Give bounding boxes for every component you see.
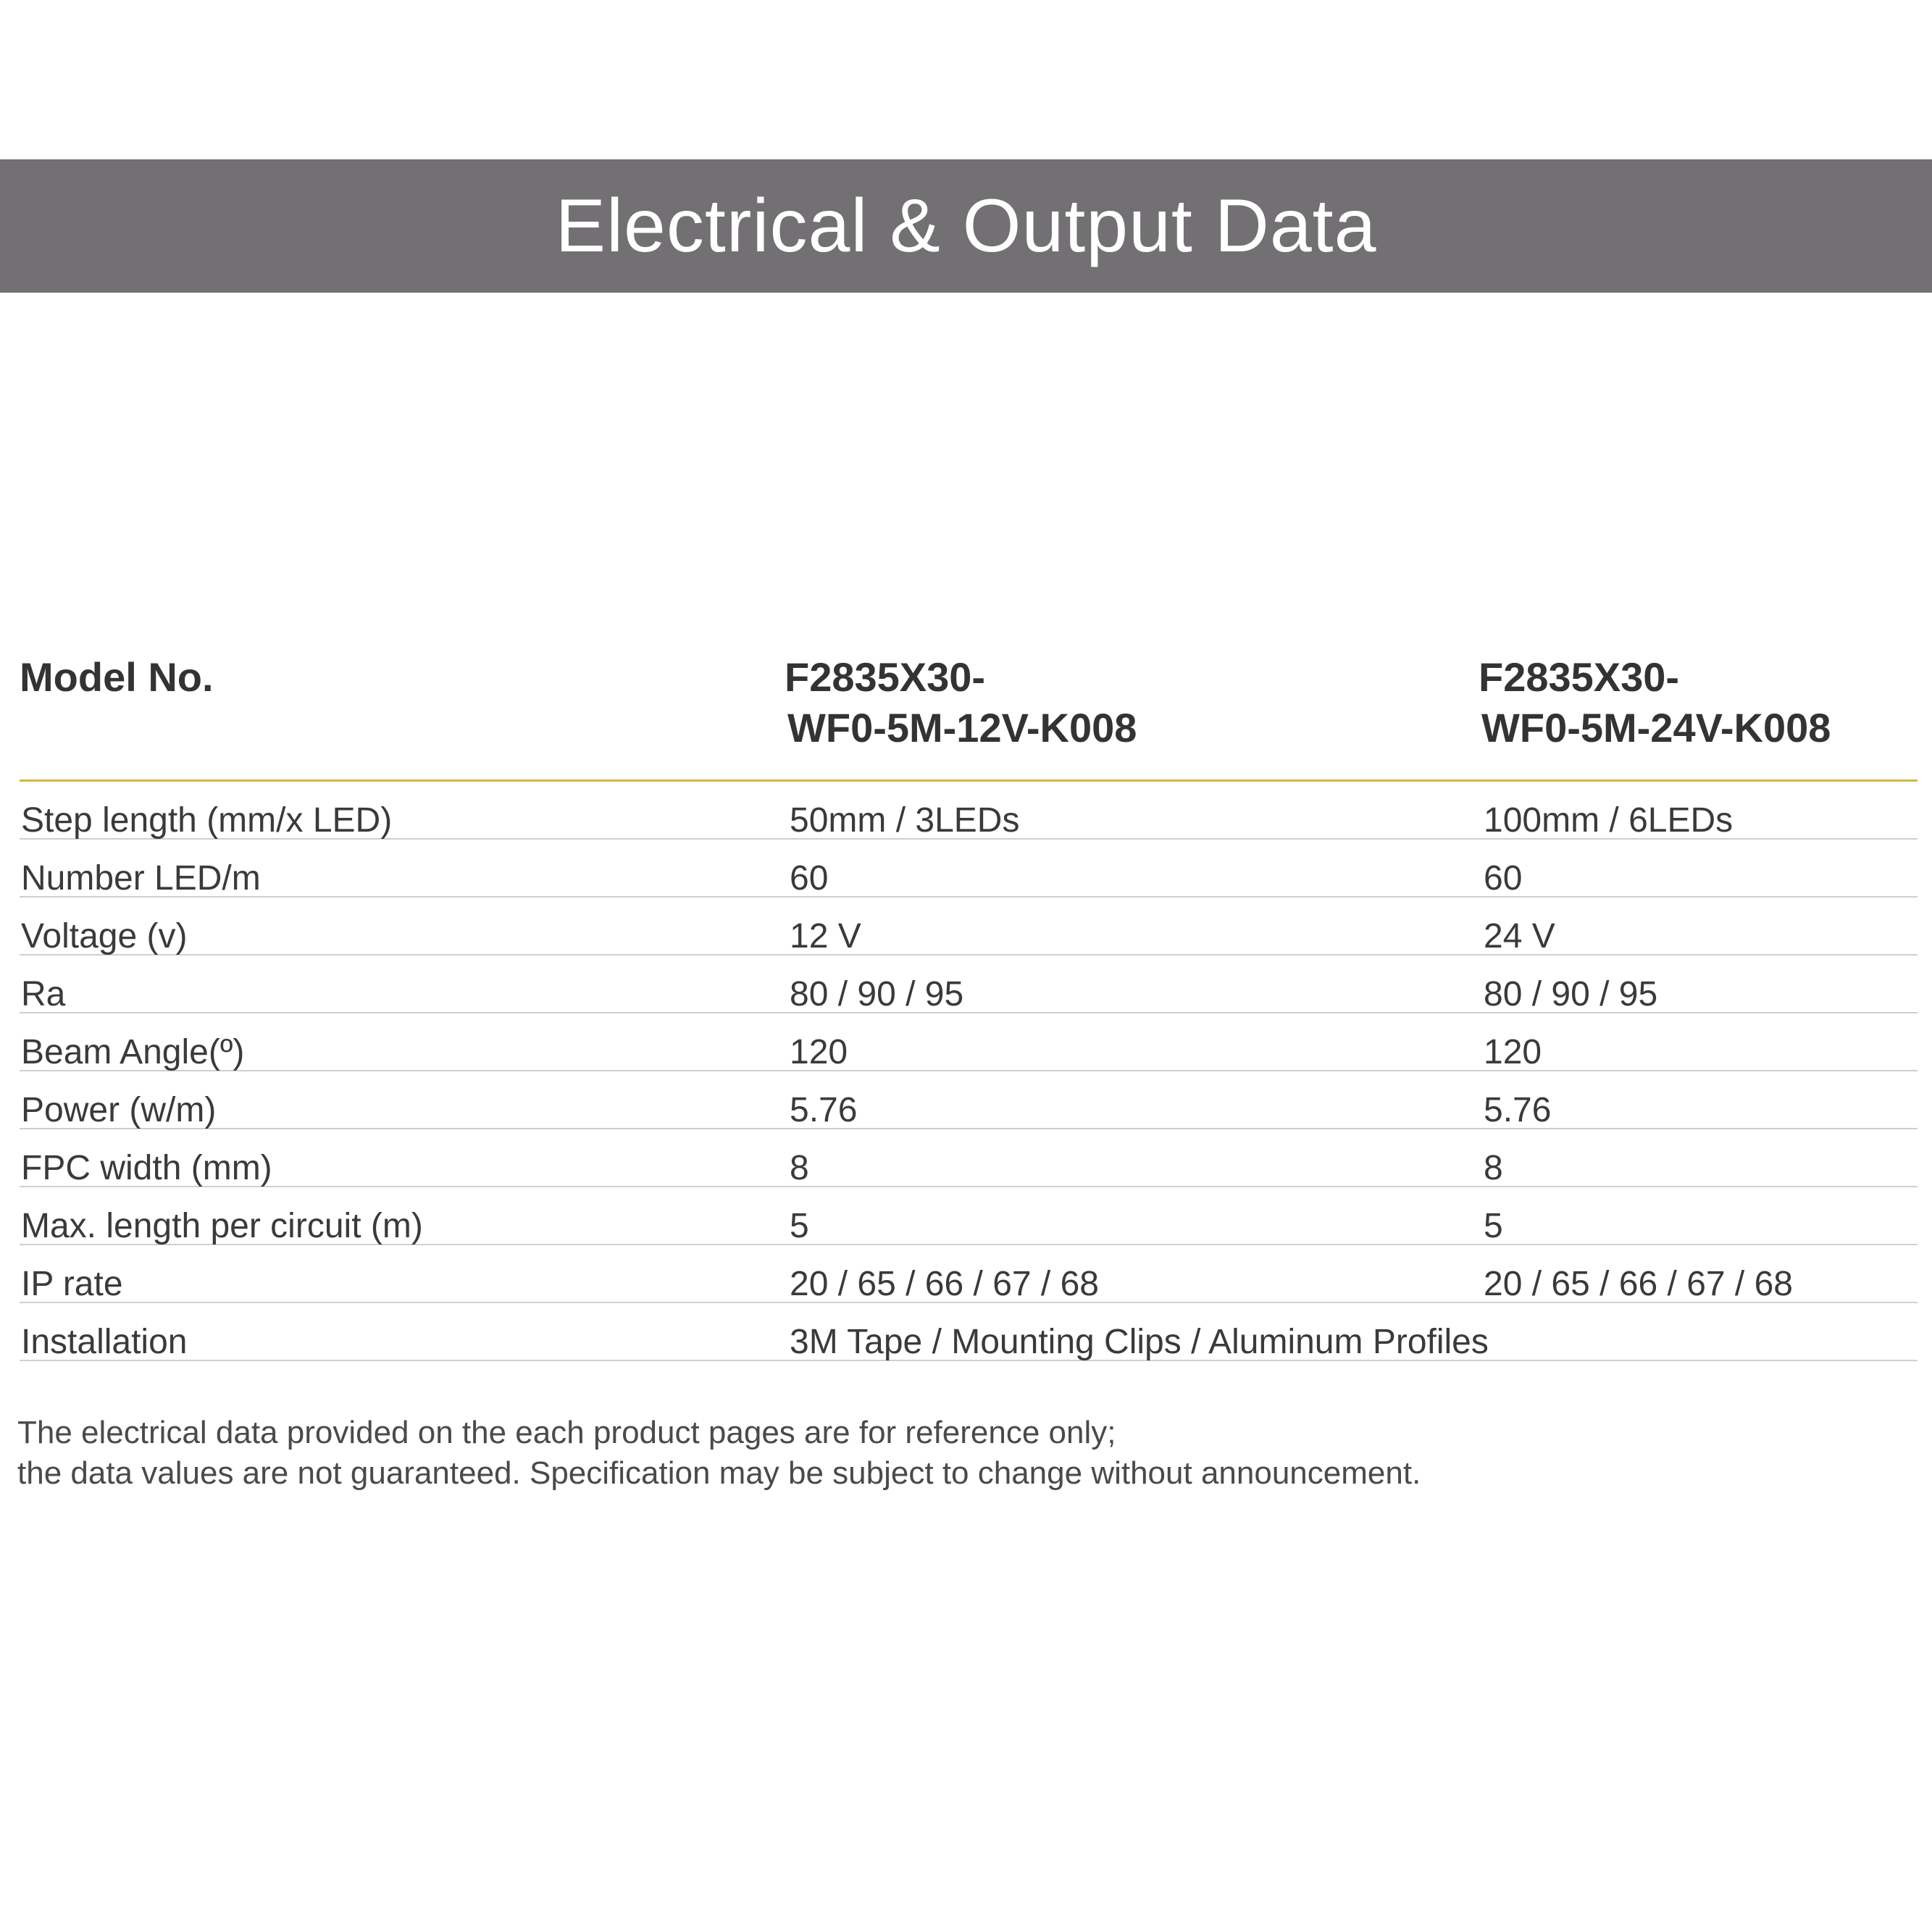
table-row xyxy=(20,782,1918,840)
row-label: Beam Angle(º) xyxy=(21,1033,245,1071)
table-row xyxy=(20,1071,1918,1129)
table-body xyxy=(20,782,1918,1361)
row-value-24v: 100mm / 6LEDs xyxy=(1484,801,1734,840)
model-12v-line2: WF0-5M-12V-K008 xyxy=(787,705,1137,750)
model-no-label xyxy=(20,652,214,703)
disclaimer-line-1: The electrical data provided on the each product pages are for reference only; xyxy=(17,1415,1116,1450)
row-label: IP rate xyxy=(21,1265,123,1303)
row-label: Ra xyxy=(21,975,66,1013)
spec-table xyxy=(20,652,1918,1361)
disclaimer-line-2: the data values are not guaranteed. Specification may be subject to change without announcement. xyxy=(17,1455,1421,1491)
row-value-24v: 5 xyxy=(1484,1207,1503,1245)
row-label: Step length (mm/x LED) xyxy=(21,801,393,840)
model-12v-line1: F2835X30- xyxy=(785,654,986,700)
title-banner xyxy=(0,159,1932,293)
row-value-12v: 50mm / 3LEDs xyxy=(790,801,1020,840)
row-value-12v: 120 xyxy=(790,1033,848,1071)
row-value-24v: 120 xyxy=(1484,1033,1542,1071)
row-label: Number LED/m xyxy=(21,859,261,898)
row-label: FPC width (mm) xyxy=(21,1149,272,1187)
row-value-installation: 3M Tape / Mounting Clips / Aluminum Profiles xyxy=(790,1323,1489,1361)
row-label: Power (w/m) xyxy=(21,1091,217,1129)
row-value-24v: 20 / 65 / 66 / 67 / 68 xyxy=(1484,1265,1793,1303)
model-12v-header xyxy=(785,652,1137,753)
row-value-12v: 5.76 xyxy=(790,1091,858,1129)
page-title: Electrical & Output Data xyxy=(555,183,1377,268)
disclaimer-note xyxy=(17,1413,1421,1494)
table-row xyxy=(20,898,1918,955)
row-value-24v: 24 V xyxy=(1484,917,1555,955)
row-value-12v: 12 V xyxy=(790,917,861,955)
table-row xyxy=(20,1245,1918,1303)
row-value-12v: 5 xyxy=(790,1207,809,1245)
row-value-12v: 60 xyxy=(790,859,829,898)
table-row xyxy=(20,955,1918,1013)
row-label: Installation xyxy=(21,1323,188,1361)
row-value-24v: 60 xyxy=(1484,859,1523,898)
row-value-24v: 5.76 xyxy=(1484,1091,1552,1129)
table-row xyxy=(20,1303,1918,1361)
model-24v-line2: WF0-5M-24V-K008 xyxy=(1481,705,1831,750)
table-row xyxy=(20,1013,1918,1071)
row-value-12v: 20 / 65 / 66 / 67 / 68 xyxy=(790,1265,1099,1303)
model-24v-line1: F2835X30- xyxy=(1479,654,1680,700)
table-row xyxy=(20,840,1918,898)
row-value-12v: 80 / 90 / 95 xyxy=(790,975,964,1013)
row-value-24v: 80 / 90 / 95 xyxy=(1484,975,1658,1013)
table-header-row xyxy=(20,652,1918,782)
row-label: Max. length per circuit (m) xyxy=(21,1207,423,1245)
row-value-24v: 8 xyxy=(1484,1149,1503,1187)
row-value-12v: 8 xyxy=(790,1149,809,1187)
model-no-label-text: Model No. xyxy=(20,654,214,700)
model-24v-header xyxy=(1479,652,1831,753)
table-row xyxy=(20,1129,1918,1187)
row-label: Voltage (v) xyxy=(21,917,188,955)
table-row xyxy=(20,1187,1918,1245)
